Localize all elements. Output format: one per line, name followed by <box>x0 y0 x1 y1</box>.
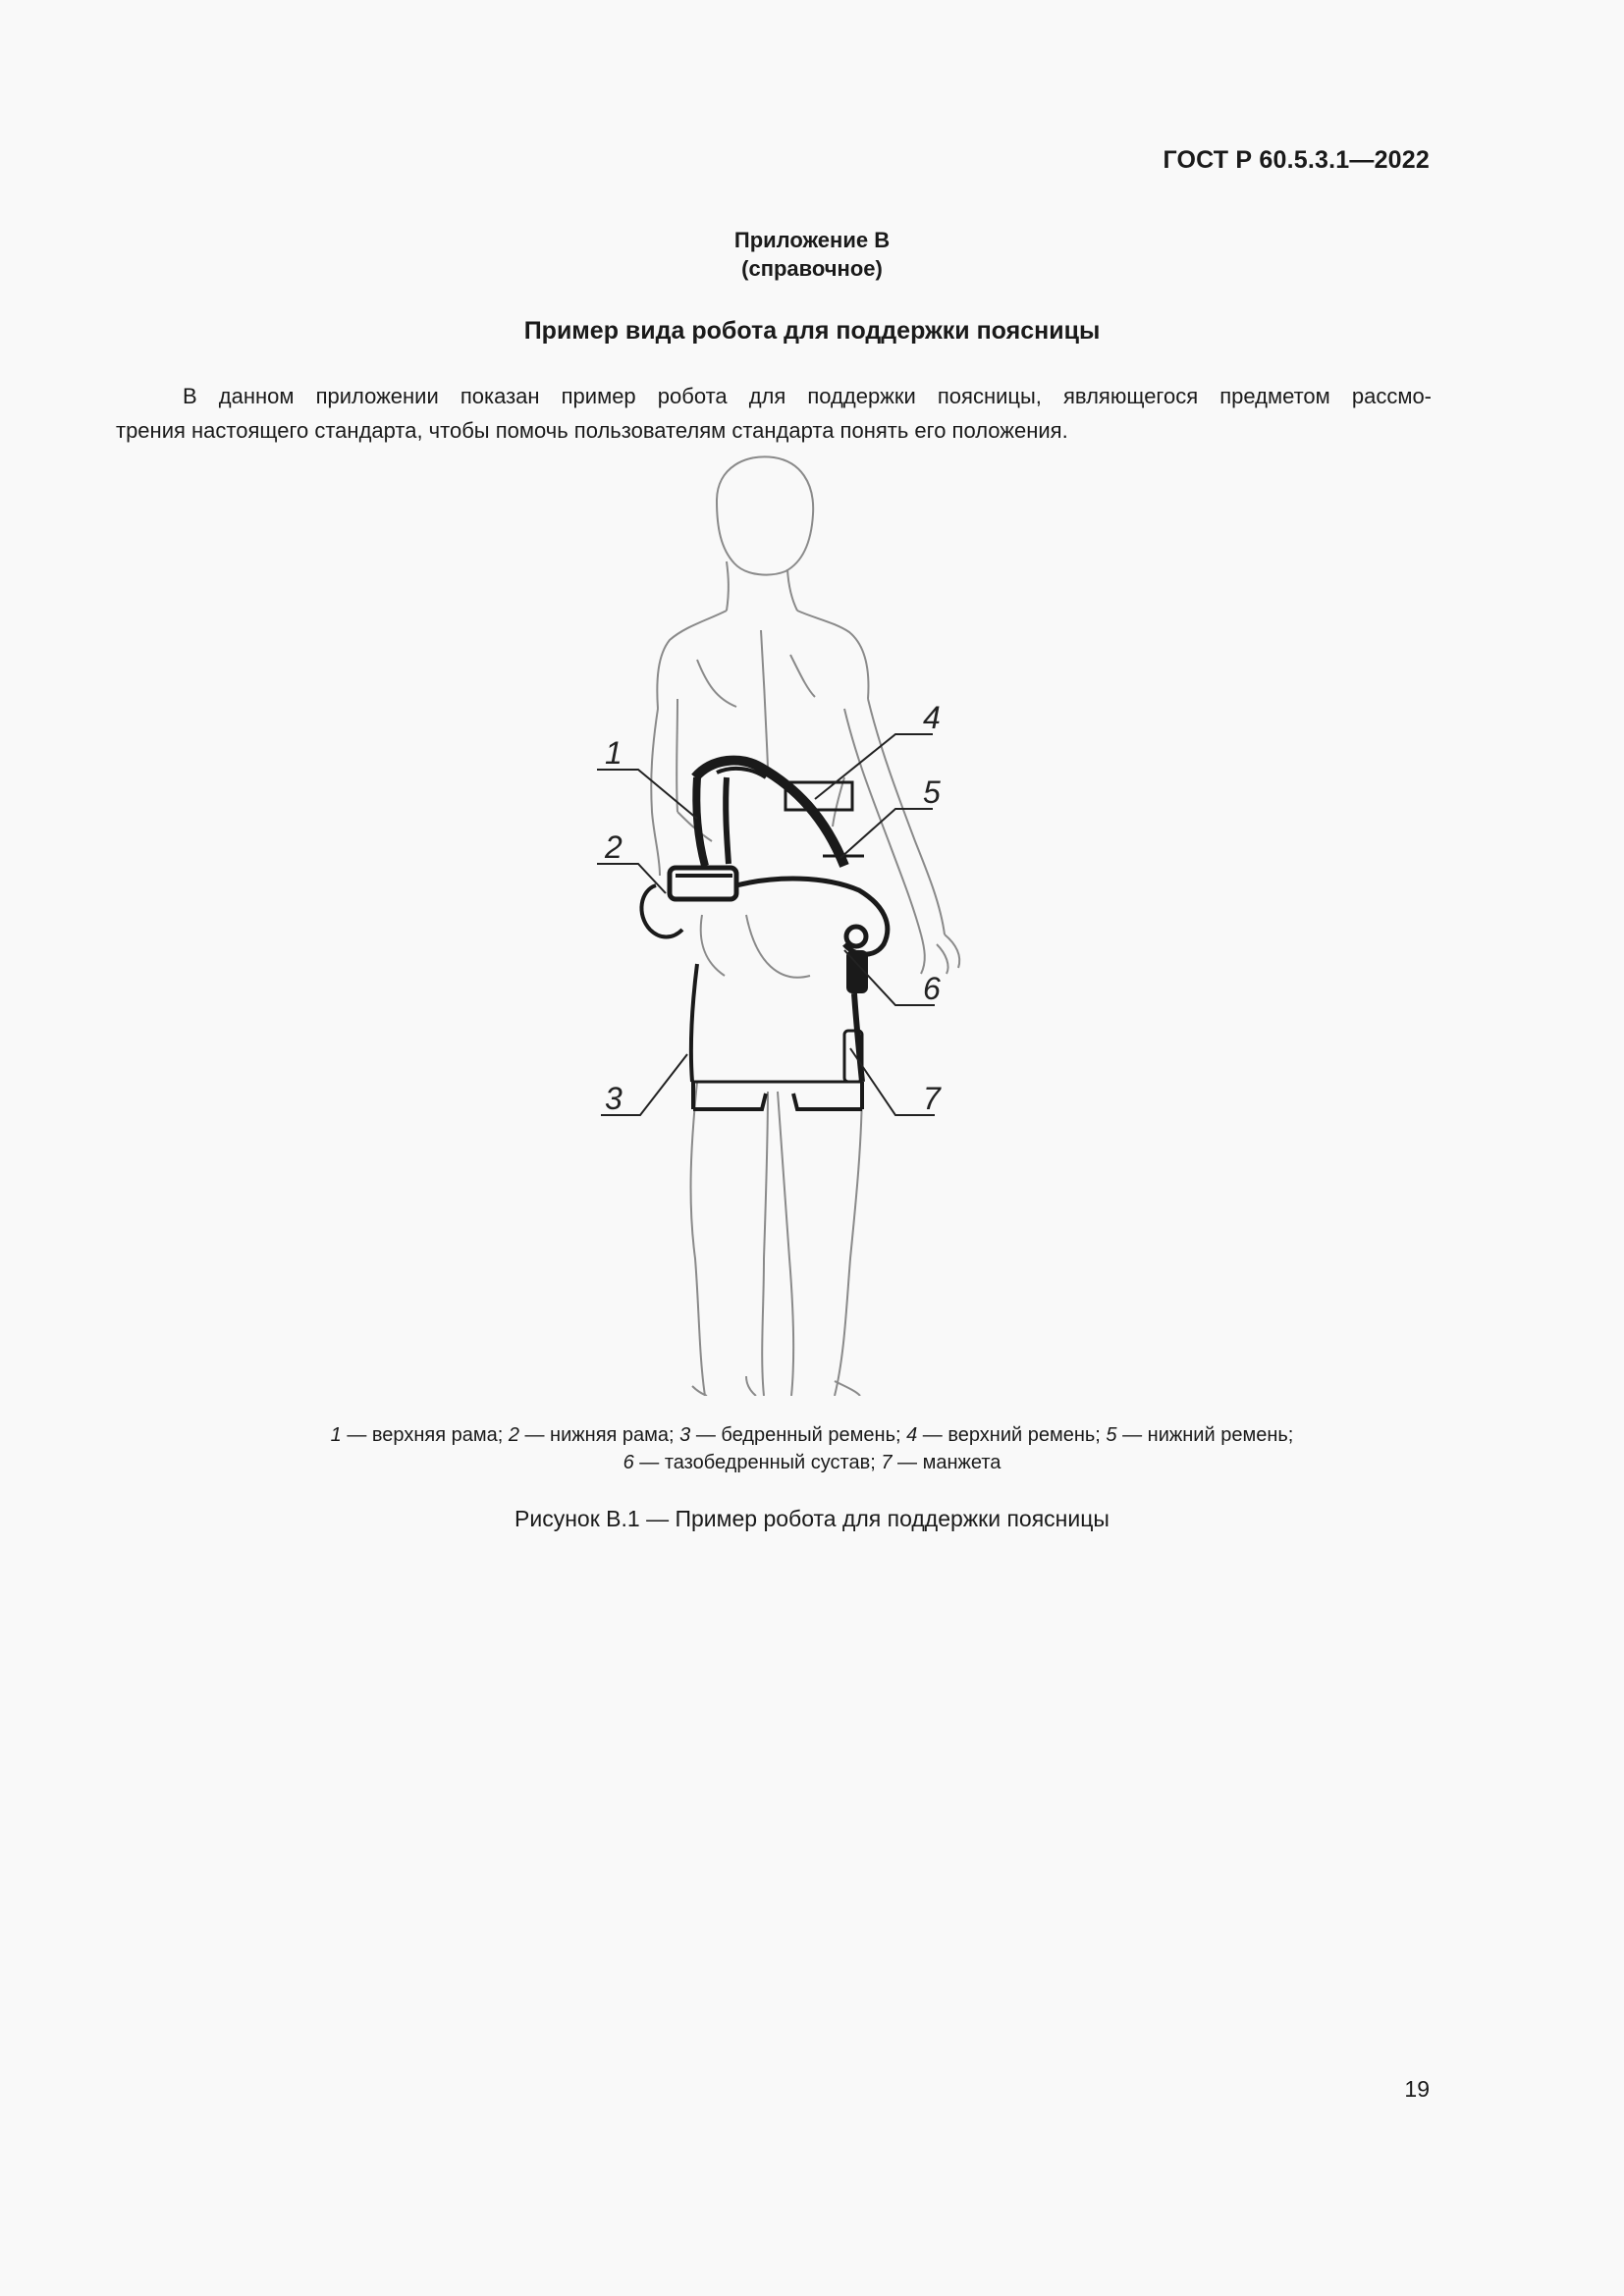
legend-num: 1 <box>330 1424 342 1446</box>
legend-text: — бедренный ремень; <box>690 1424 907 1446</box>
callout-7: 7 <box>923 1081 941 1116</box>
standard-code: ГОСТ Р 60.5.3.1—2022 <box>1163 146 1430 174</box>
legend-num: 3 <box>679 1424 691 1446</box>
callout-6: 6 <box>923 971 941 1006</box>
legend-text: — нижняя рама; <box>518 1424 680 1446</box>
intro-paragraph <box>116 379 1432 448</box>
legend-num: 5 <box>1106 1424 1117 1446</box>
callout-2: 2 <box>605 829 623 865</box>
callout-4: 4 <box>923 700 941 735</box>
legend-text: — тазобедренный сустав; <box>633 1452 882 1473</box>
annex-heading <box>0 226 1624 283</box>
annex-title: Приложение В <box>733 228 891 252</box>
legend-text: — нижний ремень; <box>1116 1424 1294 1446</box>
legend-num: 7 <box>881 1452 893 1473</box>
legend-text: — верхняя рама; <box>341 1424 509 1446</box>
mannequin-outline <box>651 456 959 1396</box>
legend-num: 2 <box>508 1424 519 1446</box>
page-number: 19 <box>1404 2076 1430 2102</box>
legend-num: 4 <box>906 1424 918 1446</box>
figure-caption: Рисунок В.1 — Пример робота для поддержки поясницы <box>514 1506 1110 1531</box>
callout-1: 1 <box>605 735 623 771</box>
paragraph-line-2: трения настоящего стандарта, чтобы помочь пользователям стандарта понять его положения. <box>116 418 1068 443</box>
legend-row-1 <box>0 1421 1624 1449</box>
legend-text: — манжета <box>892 1452 1001 1473</box>
legend-num: 6 <box>623 1452 634 1473</box>
callout-5: 5 <box>923 774 941 810</box>
section-title: Пример вида робота для поддержки поясницы <box>523 317 1101 345</box>
figure-legend <box>0 1421 1624 1476</box>
callout-labels <box>604 700 942 1116</box>
figure-lumbar-robot <box>550 454 1001 1396</box>
annex-status: (справочное) <box>741 256 883 281</box>
legend-row-2 <box>0 1449 1624 1476</box>
legend-text: — верхний ремень; <box>917 1424 1107 1446</box>
mannequin-drawing <box>550 454 1001 1396</box>
callout-3: 3 <box>605 1081 623 1116</box>
paragraph-line-1: В данном приложении показан пример робота для поддержки поясницы, являющегося предметом рассмо- <box>183 384 1432 408</box>
